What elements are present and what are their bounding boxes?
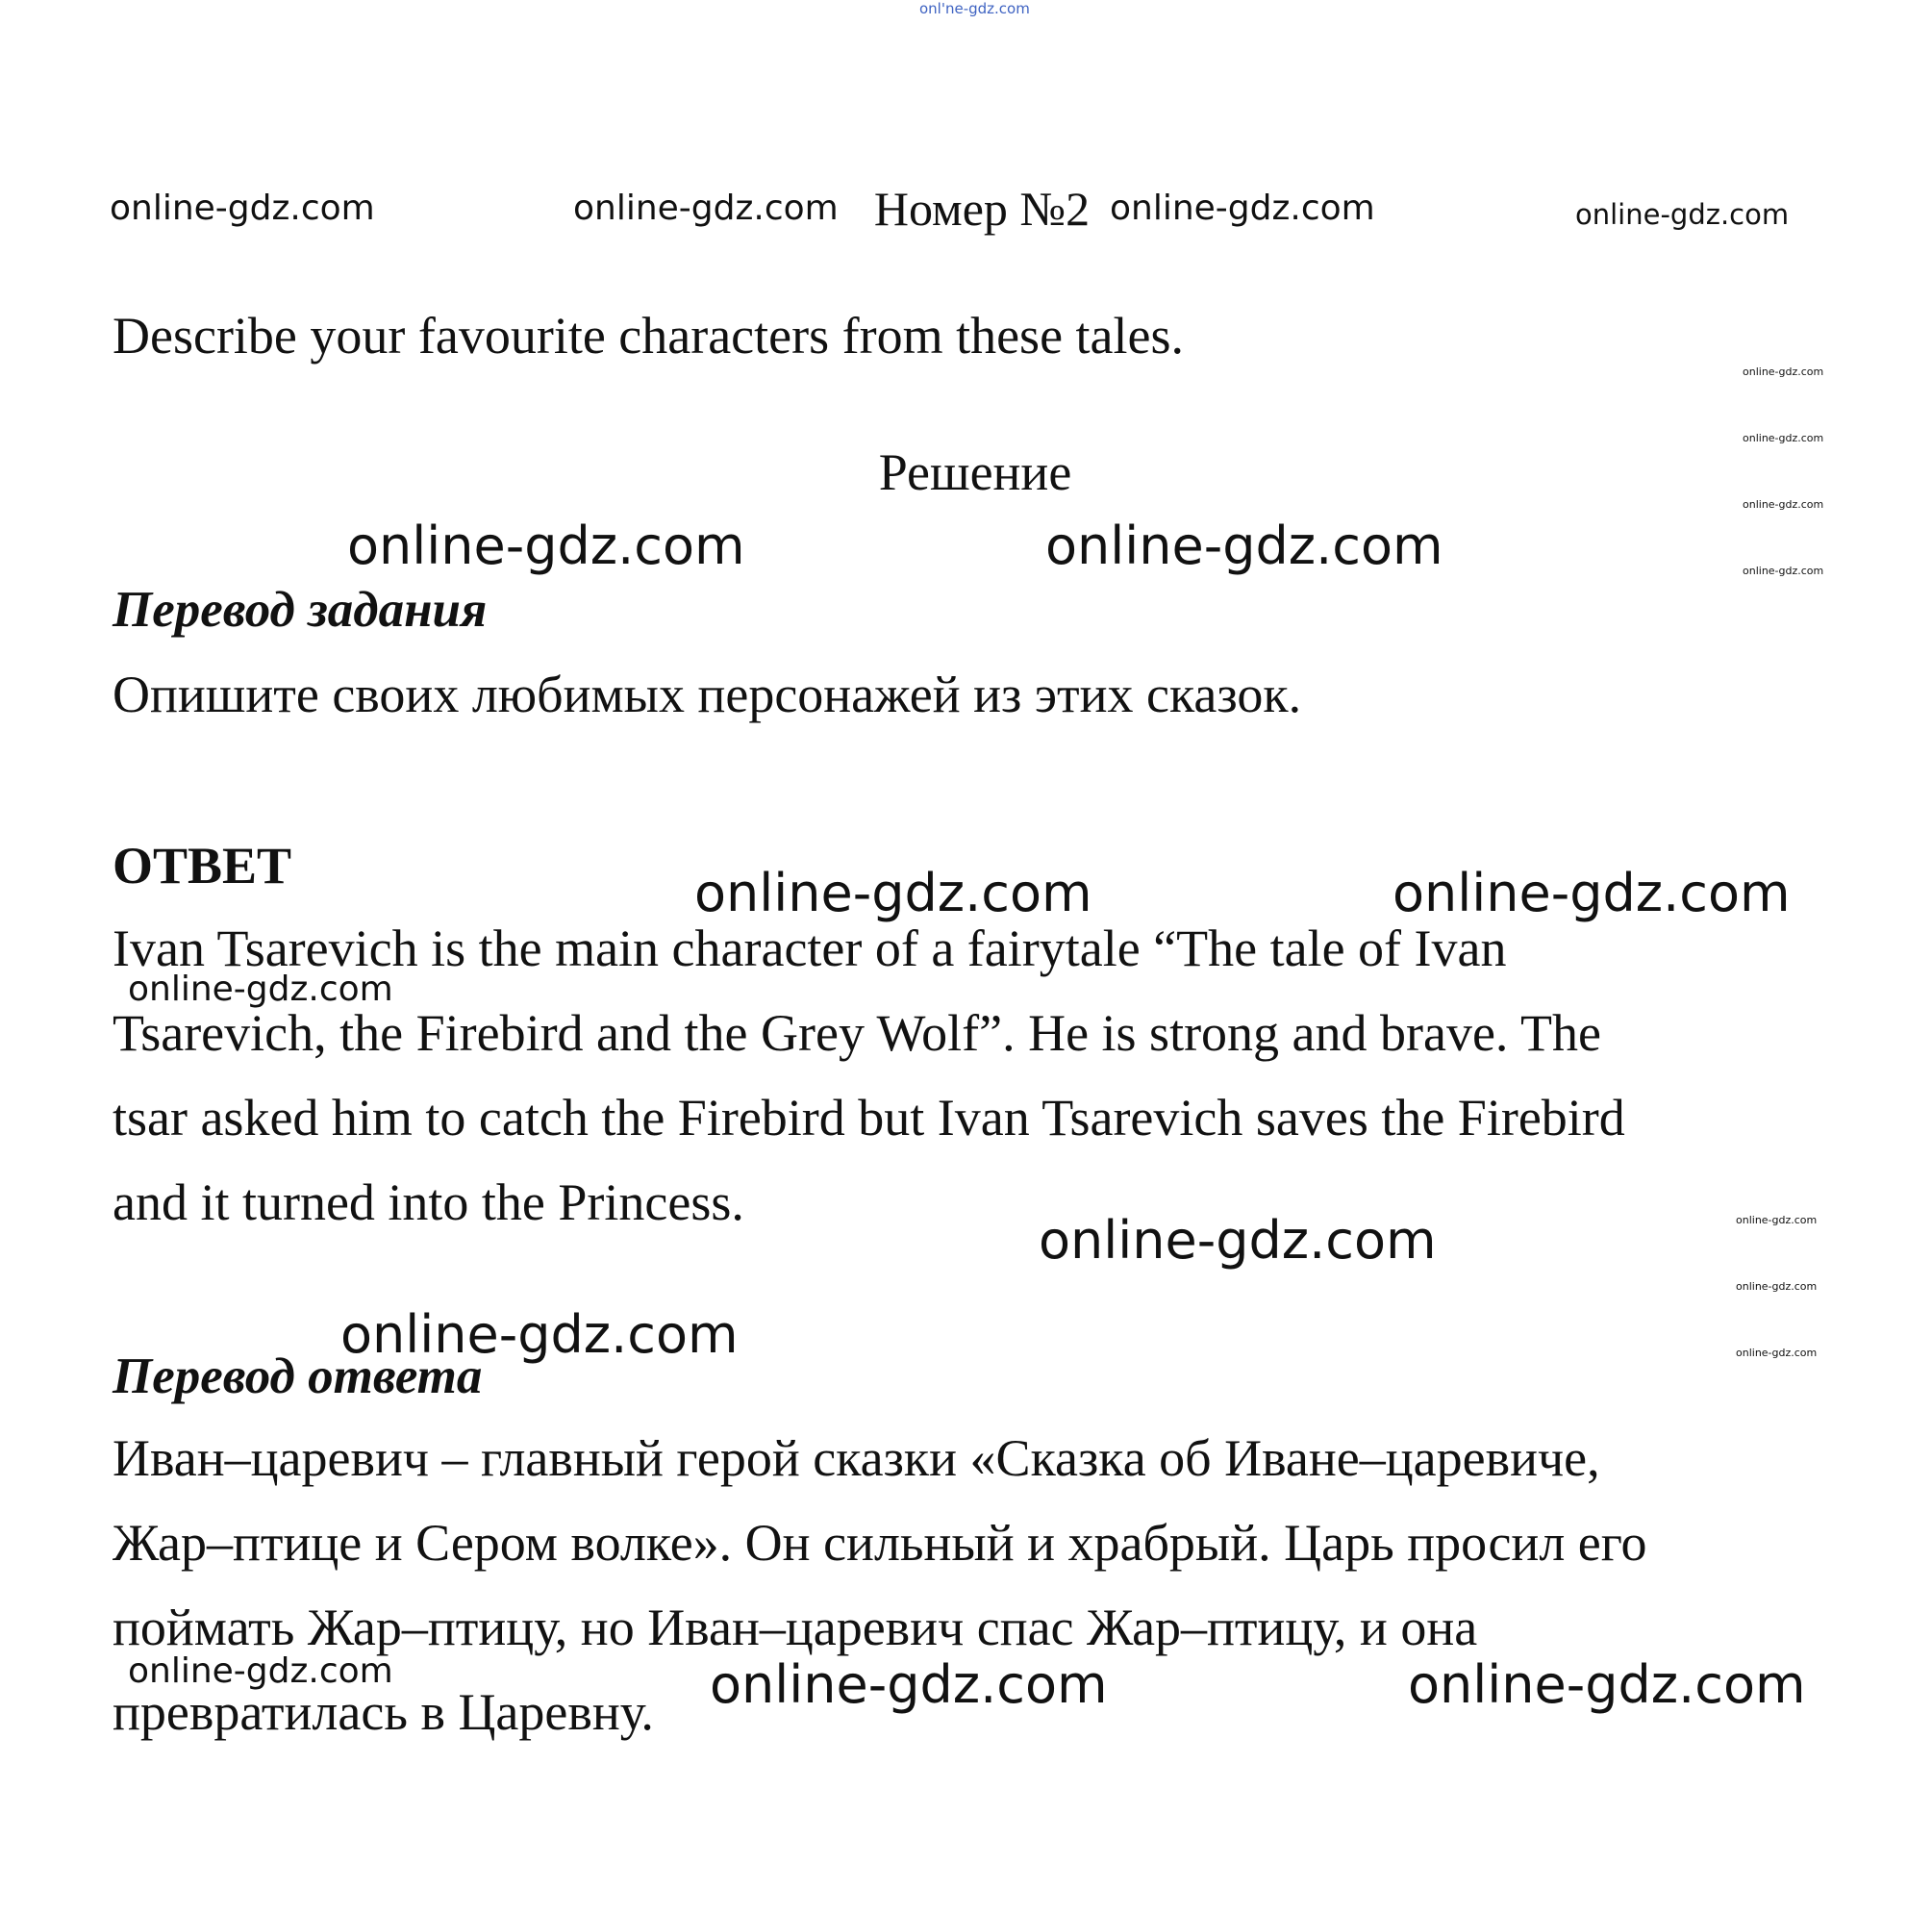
answer-line: tsar asked him to catch the Firebird but Ivan Tsarevich saves the Firebird <box>113 1089 1625 1146</box>
task-translation-heading: Перевод задания <box>113 582 488 638</box>
answer-translation-line: поймать Жар–птицу, но Иван–царевич спас Жар–птицу, и она <box>113 1599 1478 1656</box>
watermark-large: online-gdz.com <box>710 1654 1108 1715</box>
answer-translation-line: Жар–птице и Сером волке». Он сильный и храбрый. Царь просил его <box>113 1514 1647 1572</box>
watermark: online-gdz.com <box>573 189 839 228</box>
watermark-large: online-gdz.com <box>1045 516 1443 576</box>
watermark-small: online-gdz.com <box>1743 498 1824 511</box>
watermark-large: online-gdz.com <box>347 516 745 576</box>
answer-line: Tsarevich, the Firebird and the Grey Wolf”. He is strong and brave. The <box>113 1004 1601 1062</box>
watermark-small: online-gdz.com <box>1743 432 1824 444</box>
task-translation-text: Опишите своих любимых персонажей из этих сказок. <box>113 666 1302 723</box>
watermark-large: online-gdz.com <box>694 863 1092 923</box>
answer-translation-line: Иван–царевич – главный герой сказки «Сказка об Иване–царевиче, <box>113 1429 1600 1487</box>
watermark-large: online-gdz.com <box>1039 1210 1437 1271</box>
answer-line: Ivan Tsarevich is the main character of a fairytale “The tale of Ivan <box>113 920 1507 977</box>
watermark-small: online-gdz.com <box>1736 1280 1818 1293</box>
watermark-small: online-gdz.com <box>1736 1214 1818 1226</box>
watermark: online-gdz.com <box>110 189 375 228</box>
watermark: online-gdz.com <box>128 970 393 1009</box>
watermark: online-gdz.com <box>1575 198 1790 231</box>
watermark-small: online-gdz.com <box>1743 565 1824 577</box>
watermark-top: onl'ne-gdz.com <box>919 0 1030 17</box>
answer-translation-line: превратилась в Царевну. <box>113 1683 654 1741</box>
page-title: Номер №2 <box>873 182 1091 236</box>
answer-translation-heading: Перевод ответа <box>113 1348 483 1404</box>
watermark-small: online-gdz.com <box>1736 1347 1818 1359</box>
task-text: Describe your favourite characters from these tales. <box>113 307 1184 365</box>
answer-heading: ОТВЕТ <box>113 837 292 895</box>
watermark-large: online-gdz.com <box>340 1304 739 1365</box>
watermark: online-gdz.com <box>128 1651 393 1691</box>
watermark-large: online-gdz.com <box>1408 1654 1806 1715</box>
answer-line: and it turned into the Princess. <box>113 1173 744 1231</box>
watermark-large: online-gdz.com <box>1393 863 1791 923</box>
watermark: online-gdz.com <box>1110 189 1375 228</box>
watermark-small: online-gdz.com <box>1743 365 1824 378</box>
solution-label: Решение <box>878 443 1072 501</box>
